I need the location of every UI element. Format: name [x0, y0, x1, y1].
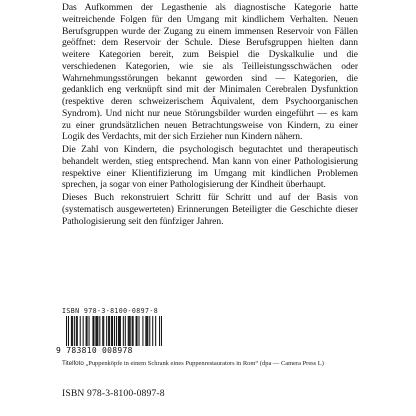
barcode-bar	[66, 316, 67, 346]
barcode-bar	[112, 316, 113, 346]
barcode-bar	[149, 316, 150, 346]
barcode-bar	[137, 316, 138, 346]
barcode-bar	[108, 316, 109, 346]
barcode-bar	[147, 316, 148, 346]
barcode-bar	[145, 316, 146, 346]
barcode-bar	[111, 316, 112, 346]
barcode-bar	[103, 316, 104, 346]
blurb-paragraph-3: Dieses Buch rekonstruiert Schritt für Schritt und auf der Basis von (systematisch ausgewerteten) Erinnerungen Beteiligter die Geschichte dieser Pathologisierung seit den fünfziger Jahren.	[62, 192, 358, 227]
barcode-bar	[74, 316, 75, 346]
barcode-bar	[129, 316, 130, 346]
blurb-text	[62, 2, 358, 227]
barcode-bar	[80, 316, 81, 346]
barcode-bar	[133, 316, 134, 346]
barcode-bar	[136, 316, 137, 346]
barcode-digits: 9 783810 008978	[56, 346, 133, 355]
barcode-bar	[68, 316, 69, 346]
isbn-footer: ISBN 978-3-8100-0897-8	[62, 388, 165, 399]
barcode-bar	[123, 316, 124, 346]
barcode-bar	[116, 316, 117, 346]
barcode-bar	[138, 316, 139, 346]
barcode-bar	[109, 316, 110, 346]
barcode-bar	[120, 316, 121, 346]
barcode-bar	[119, 316, 120, 346]
barcode-bar	[95, 316, 96, 346]
barcode-bar	[106, 316, 107, 346]
barcode-bar	[97, 316, 98, 346]
barcode-bar	[128, 316, 129, 346]
barcode-bar	[142, 316, 143, 346]
blurb-paragraph-2: Die Zahl von Kindern, die psychologisch begutachtet und therapeutisch behandelt werden, stieg entsprechend. Man kann von einer Pathologisierung respektive einer Klientifizierung im Umgang mit kindlichen Problemen sprechen, ja sogar von einer Pathologisierung der Kindheit überhaupt.	[62, 144, 358, 191]
barcode-bar	[161, 316, 162, 346]
barcode-bar	[96, 316, 97, 346]
barcode-bar	[130, 316, 131, 346]
barcode	[66, 316, 162, 346]
barcode-bar	[118, 316, 119, 346]
barcode-bar	[159, 316, 160, 346]
barcode-bar	[71, 316, 72, 346]
barcode-bar	[87, 316, 88, 346]
cover-photo-caption	[62, 360, 352, 368]
barcode-bar	[152, 316, 153, 346]
barcode-bar	[72, 316, 73, 346]
blurb-paragraph-1: Das Aufkommen der Legasthenie als diagnostische Kategorie hatte weitreichende Folgen für den Umgang mit kindlichem Verhalten. Neuen Berufsgruppen wurde der Zugang zu einem immensen Reservoir von Fällen geöffnet: dem Reservoir der Schule. Diese Berufsgruppen hielten dann weitere Kategorien bereit, zum Beispiel die Dyskalkulie und die verschiedenen Kategorien, wie sie als Teilleistungsschwächen oder Wahrnehmungsstörungen bekannt geworden sind — Kategorien, die gedanklich eng verknüpft sind mit der Minimalen Cerebralen Dysfunktion (respektive deren schweizerischem Äquivalent, dem Psychoorganischen Syndrom). Und nicht nur neue Störungsbilder wurden eingeführt — es kam zu einer grundsätzlichen neuen Betrachtungsweise von Kindern, zu einer Logik des Verdachts, mit der sich Erzieher nun Kindern nähern.	[62, 2, 358, 143]
barcode-bar	[76, 316, 77, 346]
barcode-bar	[89, 316, 90, 346]
barcode-bar	[114, 316, 115, 346]
barcode-bar	[146, 316, 147, 346]
barcode-bar	[77, 316, 78, 346]
barcode-isbn-label: ISBN 978-3-8100-0897-8	[62, 307, 159, 315]
barcode-bar	[92, 316, 93, 346]
barcode-bar	[132, 316, 133, 346]
barcode-bar	[86, 316, 87, 346]
caption-text: „Puppenköpfe in einem Schrank eines Puppenrestaurators in Rom“ (dpa — Camera Press L)	[85, 360, 324, 367]
barcode-bar	[93, 316, 94, 346]
barcode-bar	[155, 316, 156, 346]
barcode-bar	[102, 316, 103, 346]
barcode-bar	[125, 316, 126, 346]
barcode-bar	[99, 316, 100, 346]
barcode-bar	[83, 316, 84, 346]
caption-lead: Titelfoto	[62, 360, 84, 367]
